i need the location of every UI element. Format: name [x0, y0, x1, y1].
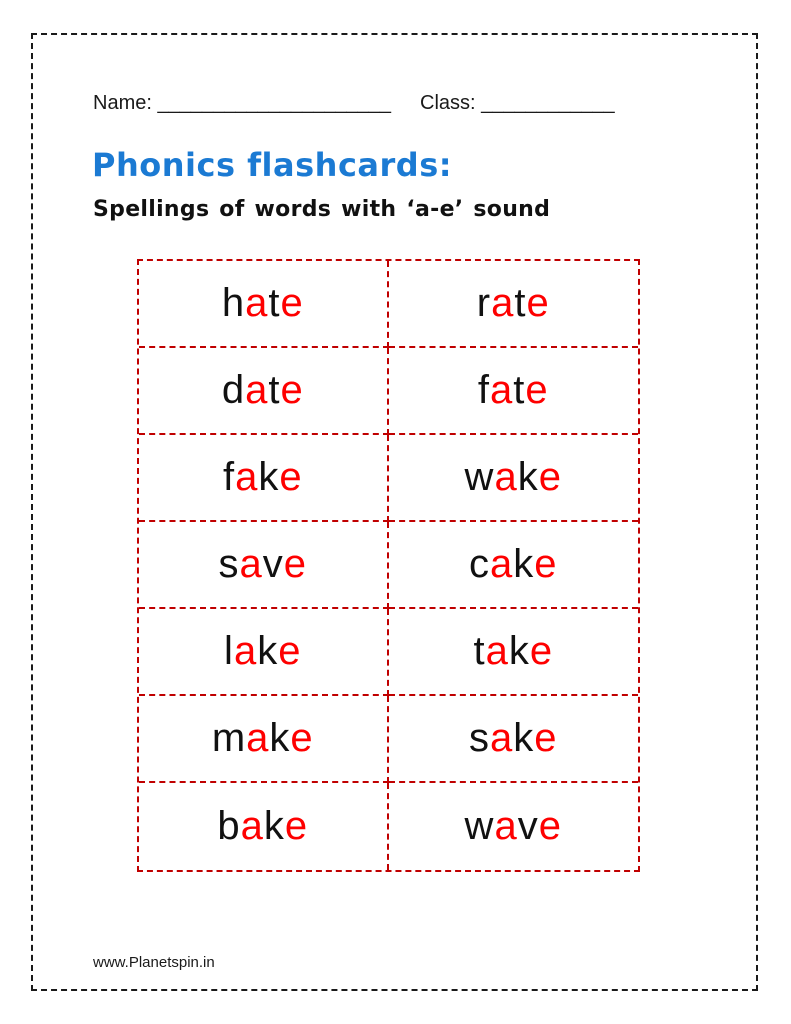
flashcard-rate	[389, 261, 639, 348]
letter: s	[218, 542, 240, 586]
letter: a	[490, 368, 514, 412]
letter: e	[284, 804, 309, 848]
letter: e	[290, 716, 314, 760]
class-field	[420, 92, 615, 115]
letter: c	[469, 542, 490, 586]
letter: k	[269, 716, 291, 760]
letter: t	[514, 281, 527, 325]
flashcard-grid	[137, 259, 640, 872]
flashcard-bake	[139, 783, 389, 870]
name-blank-line: _____________________	[157, 92, 392, 114]
flashcard-wave	[389, 783, 639, 870]
letter: m	[211, 716, 247, 760]
letter: v	[517, 804, 539, 848]
letter: a	[494, 455, 518, 499]
letter: t	[268, 368, 281, 412]
letter: h	[221, 281, 246, 325]
letter: a	[491, 281, 515, 325]
letter: e	[538, 804, 562, 848]
letter: b	[217, 804, 241, 848]
flashcard-cake	[389, 522, 639, 609]
name-field	[93, 92, 391, 115]
flashcard-hate	[139, 261, 389, 348]
flashcard-fake	[139, 435, 389, 522]
letter: e	[534, 542, 558, 586]
letter: r	[476, 281, 492, 325]
letter: d	[221, 368, 246, 412]
flashcard-date	[139, 348, 389, 435]
letter: k	[513, 716, 535, 760]
letter: f	[222, 455, 236, 499]
name-label: Name:	[93, 92, 152, 114]
flashcard-sake	[389, 696, 639, 783]
letter: s	[469, 716, 490, 760]
letter: e	[283, 542, 307, 586]
letter: a	[494, 804, 518, 848]
letter: e	[280, 368, 304, 412]
letter: t	[268, 281, 281, 325]
letter: e	[280, 281, 304, 325]
letter: l	[224, 629, 234, 673]
letter: e	[278, 629, 302, 673]
letter: t	[473, 629, 486, 673]
flashcard-fate	[389, 348, 639, 435]
letter: a	[239, 542, 263, 586]
letter: t	[513, 368, 526, 412]
page-subtitle: Spellings of words with ‘a-e’ sound	[93, 197, 551, 222]
letter: a	[490, 716, 514, 760]
letter: e	[279, 455, 303, 499]
class-label: Class:	[420, 92, 476, 114]
letter: e	[526, 281, 550, 325]
letter: v	[262, 542, 284, 586]
letter: f	[477, 368, 490, 412]
letter: a	[233, 629, 258, 673]
flashcard-wake	[389, 435, 639, 522]
flashcard-take	[389, 609, 639, 696]
letter: k	[263, 804, 285, 848]
letter: k	[508, 629, 530, 673]
letter: k	[517, 455, 539, 499]
letter: a	[490, 542, 514, 586]
letter: a	[246, 716, 270, 760]
letter: k	[258, 455, 280, 499]
letter: a	[235, 455, 259, 499]
page-title: Phonics flashcards:	[92, 146, 453, 184]
letter: k	[257, 629, 279, 673]
letter: w	[464, 804, 495, 848]
letter: e	[529, 629, 554, 673]
class-blank-line: ____________	[481, 92, 615, 114]
letter: e	[534, 716, 558, 760]
flashcard-save	[139, 522, 389, 609]
footer-url: www.Planetspin.in	[93, 954, 215, 971]
letter: e	[525, 368, 549, 412]
letter: a	[485, 629, 509, 673]
letter: w	[464, 455, 495, 499]
letter: a	[245, 368, 269, 412]
letter: a	[245, 281, 269, 325]
letter: k	[513, 542, 535, 586]
letter: e	[538, 455, 562, 499]
flashcard-make	[139, 696, 389, 783]
flashcard-lake	[139, 609, 389, 696]
letter: a	[240, 804, 264, 848]
